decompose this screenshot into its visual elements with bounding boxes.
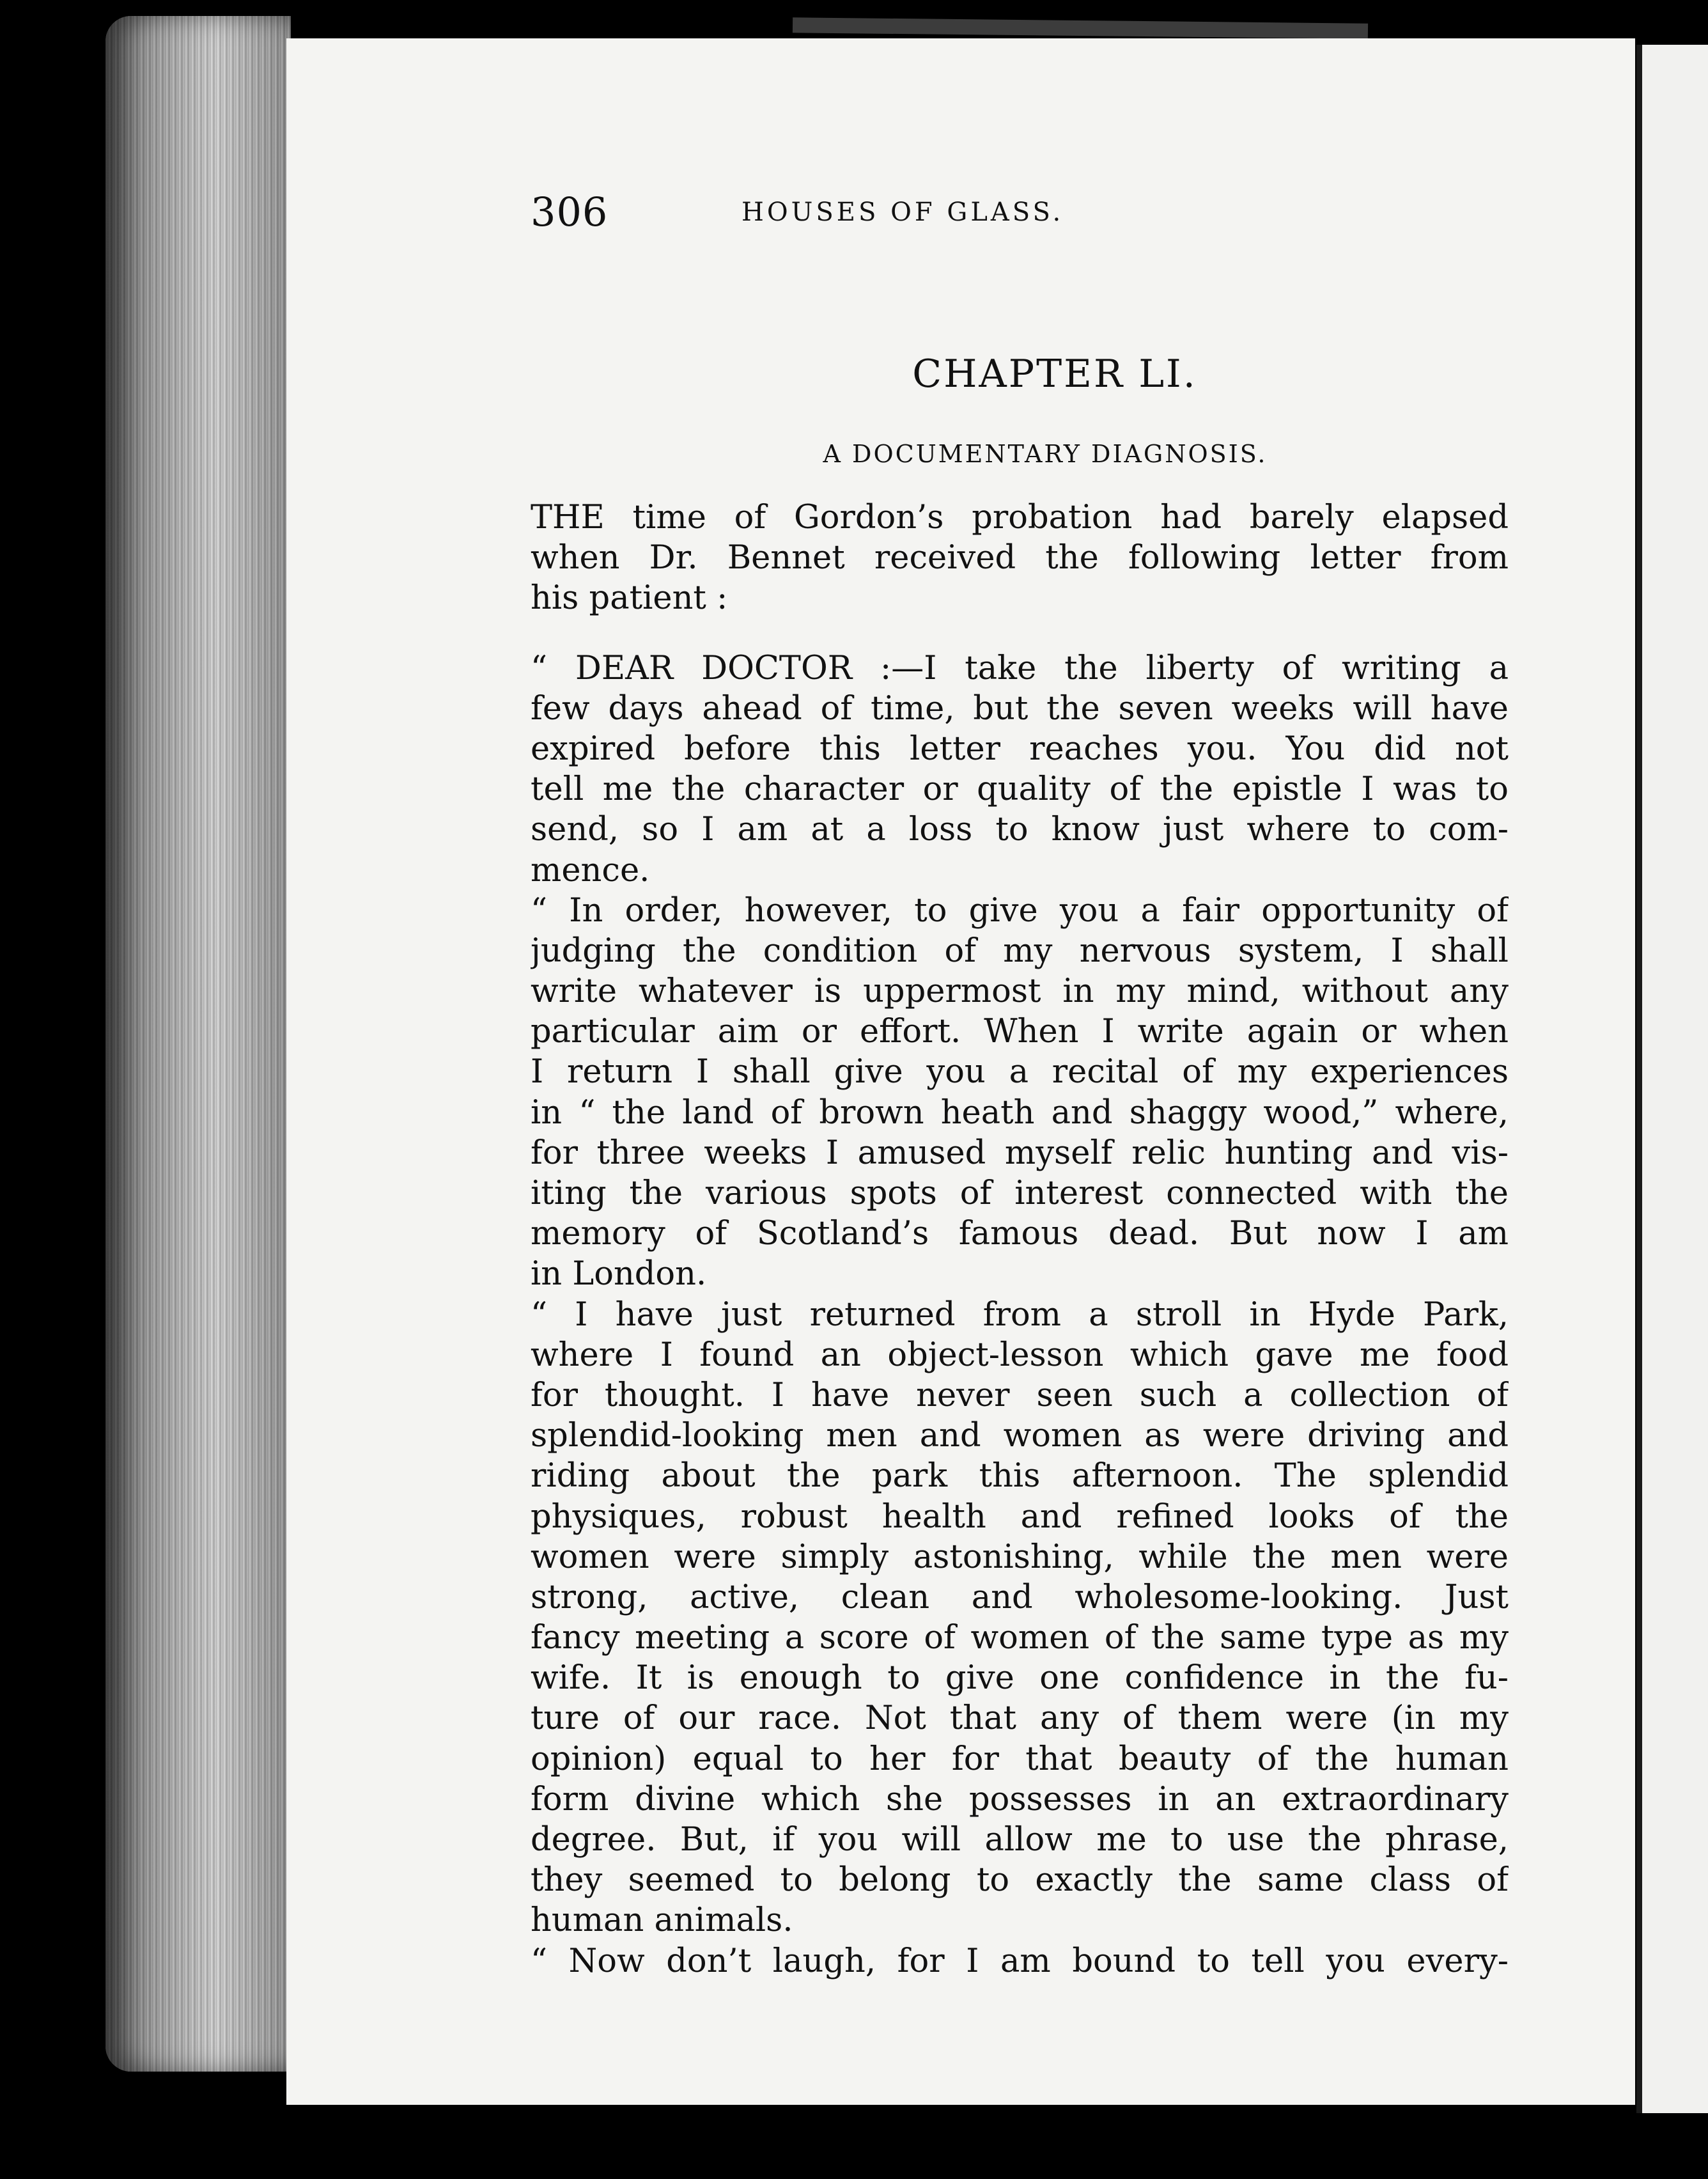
running-head (531, 189, 1509, 246)
text-line: physiques, robust health and refined looks of the (531, 1497, 1509, 1536)
text-line: where I found an object-lesson which gave me food (531, 1336, 1509, 1374)
text-line: when Dr. Bennet received the following letter from (531, 539, 1509, 577)
book-page (286, 38, 1635, 2105)
text-line: “ DEAR DOCTOR :—I take the liberty of writing a (531, 649, 1509, 687)
text-line: degree. But, if you will allow me to use the phrase, (531, 1821, 1509, 1859)
text-line: “ In order, however, to give you a fair opportunity of (531, 891, 1509, 930)
text-line: splendid-looking men and women as were driving and (531, 1417, 1509, 1455)
chapter-subtitle: A DOCUMENTARY DIAGNOSIS. (823, 440, 1268, 468)
text-line: opinion) equal to her for that beauty of the human (531, 1740, 1509, 1778)
chapter-title: CHAPTER LI. (912, 352, 1197, 396)
text-line: they seemed to belong to exactly the same class of (531, 1861, 1509, 1900)
text-line: mence. (531, 851, 650, 889)
text-line: memory of Scotland’s famous dead. But now I am (531, 1215, 1509, 1253)
page-number: 306 (531, 189, 609, 235)
text-line: human animals. (531, 1902, 793, 1940)
text-line: judging the condition of my nervous system, I shall (531, 932, 1509, 970)
text-line: ture of our race. Not that any of them were (in my (531, 1699, 1509, 1738)
text-line: tell me the character or quality of the epistle I was to (531, 770, 1509, 809)
text-line: iting the various spots of interest connected with the (531, 1175, 1509, 1212)
text-line: “ I have just returned from a stroll in Hyde Park, (531, 1295, 1509, 1334)
text-line: for three weeks I amused myself relic hunting and vis- (531, 1134, 1509, 1172)
text-line: wife. It is enough to give one confidence in the fu- (531, 1659, 1509, 1698)
text-line: I return I shall give you a recital of my experiences (531, 1053, 1509, 1091)
text-line: send, so I am at a loss to know just where to com- (531, 811, 1509, 849)
text-line: write whatever is uppermost in my mind, without any (531, 972, 1509, 1011)
text-line: in London. (531, 1255, 707, 1293)
text-line: few days ahead of time, but the seven weeks will have (531, 689, 1509, 728)
text-line: his patient : (531, 579, 728, 618)
text-line: form divine which she possesses in an extraordinary (531, 1780, 1509, 1818)
text-line: fancy meeting a score of women of the same type as my (531, 1619, 1509, 1657)
body-text (531, 497, 1509, 1981)
facing-page-edge (1636, 45, 1708, 2113)
fore-edge-shading (105, 16, 291, 2072)
text-line: strong, active, clean and wholesome-looking. Just (531, 1578, 1509, 1616)
text-line: “ Now don’t laugh, for I am bound to tell you every- (531, 1942, 1509, 1980)
text-line: expired before this letter reaches you. You did not (531, 730, 1509, 768)
top-page-edge (793, 17, 1368, 38)
text-line: riding about the park this afternoon. The splendid (531, 1457, 1509, 1496)
text-line: women were simply astonishing, while the men were (531, 1538, 1509, 1576)
running-head-title: HOUSES OF GLASS. (741, 198, 1064, 227)
text-line: particular aim or effort. When I write again or when (531, 1013, 1509, 1051)
paragraph-gap (531, 619, 1509, 648)
background-left (0, 0, 112, 2179)
text-line: in “ the land of brown heath and shaggy wood,” where, (531, 1093, 1509, 1132)
text-line: for thought. I have never seen such a collection of (531, 1376, 1509, 1414)
text-line: THE time of Gordon’s probation had barely elapsed (531, 499, 1509, 536)
